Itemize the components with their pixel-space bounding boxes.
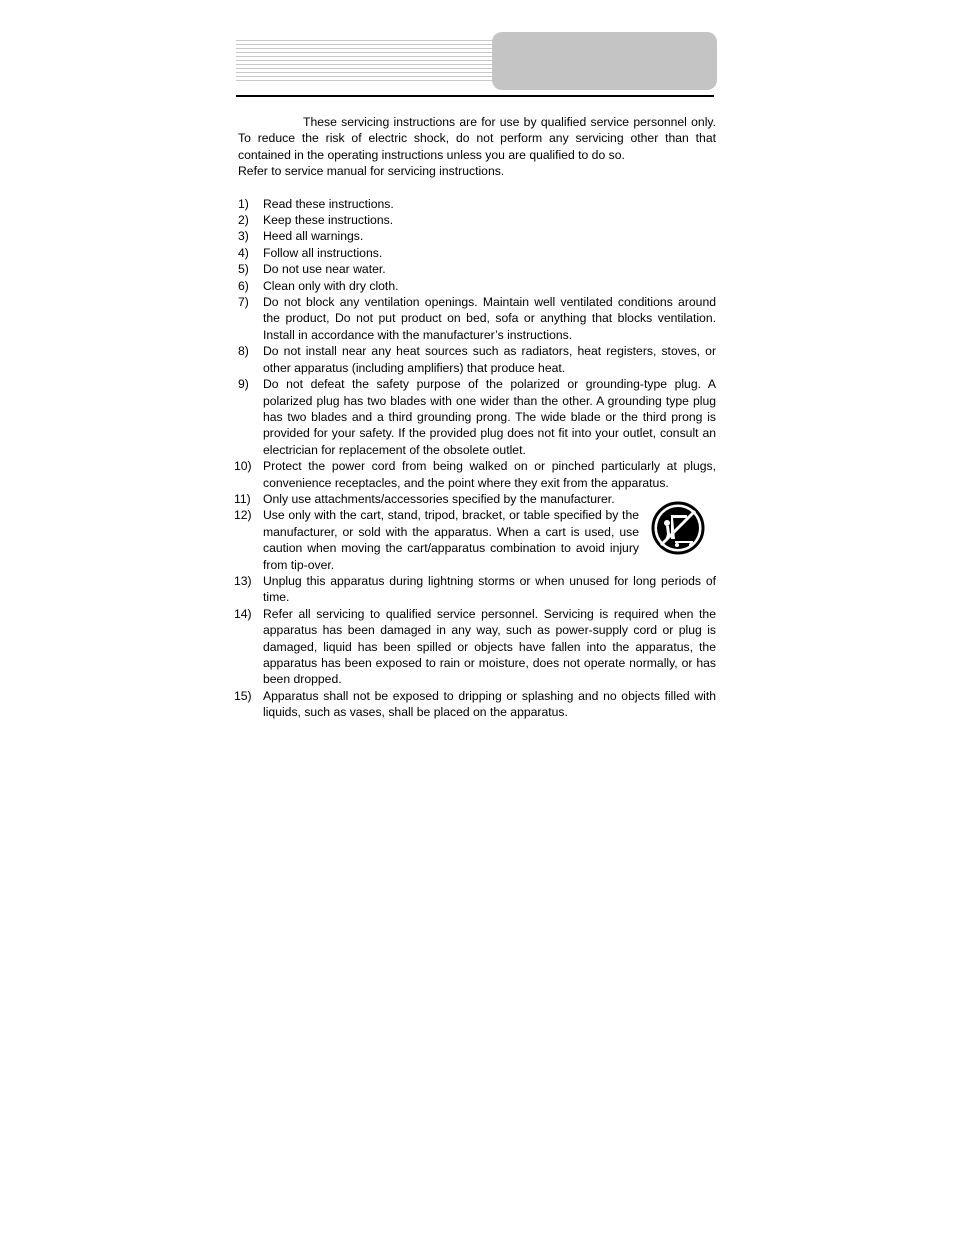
item-text: Protect the power cord from being walked on or pinched particularly at plugs, convenience receptacles, and the point where they exit from the apparatus. bbox=[263, 459, 716, 490]
list-item bbox=[238, 261, 716, 277]
item-text: Do not use near water. bbox=[263, 262, 386, 277]
cart-tip-over-warning-icon bbox=[651, 501, 705, 555]
item-number: 3) bbox=[238, 229, 249, 244]
header-stripes bbox=[236, 40, 496, 84]
header-rule bbox=[236, 95, 714, 97]
list-item bbox=[238, 294, 716, 343]
list-item bbox=[238, 245, 716, 261]
list-item bbox=[234, 688, 716, 721]
list-item bbox=[234, 606, 716, 688]
item-number: 1) bbox=[238, 196, 249, 211]
item-text: Do not install near any heat sources such as radiators, heat registers, stoves, or other apparatus (including amplifiers) that produce heat. bbox=[263, 344, 716, 375]
item-number: 9) bbox=[238, 377, 249, 392]
item-text: Unplug this apparatus during lightning storms or when unused for long periods of time. bbox=[263, 573, 716, 605]
intro-paragraph: These servicing instructions are for use by qualified service personnel only. To reduce the risk of electric shock, do not perform any servicing other than that contained in the operating instructions unless you are qualified to do so. bbox=[238, 115, 716, 162]
list-item bbox=[238, 343, 716, 376]
list-item bbox=[234, 507, 716, 573]
list-item bbox=[238, 212, 716, 228]
intro-reference: Refer to service manual for servicing instructions. bbox=[238, 164, 505, 179]
list-item bbox=[238, 196, 716, 212]
item-text: Clean only with dry cloth. bbox=[263, 278, 399, 293]
item-number: 6) bbox=[238, 278, 249, 293]
item-number: 7) bbox=[238, 295, 249, 310]
page-header bbox=[236, 32, 717, 98]
item-number: 10) bbox=[234, 459, 252, 474]
item-number: 4) bbox=[238, 245, 249, 260]
item-text: Apparatus shall not be exposed to dripping or splashing and no objects filled with liquids, such as vases, shall be placed on the apparatus. bbox=[263, 688, 716, 720]
list-item bbox=[238, 376, 716, 458]
item-number: 8) bbox=[238, 344, 249, 359]
item-text: Refer all servicing to qualified service personnel. Servicing is required when the apparatus has been damaged in any way, such as power-supply cord or plug is damaged, liquid has been spilled or objects have fallen into the apparatus, the apparatus has been exposed to rain or moisture, does not operate normally, or has been dropped. bbox=[263, 606, 716, 687]
item-number: 2) bbox=[238, 213, 249, 228]
list-item bbox=[234, 573, 716, 606]
item-text: Heed all warnings. bbox=[263, 229, 364, 244]
item-text: Do not defeat the safety purpose of the polarized or grounding-type plug. A polarized plug has two blades with one wider than the other. A grounding type plug has two blades and a third grounding prong. The wide blade or the third prong is provided for your safety. If the provided plug does not fit into your outlet, consult an electrician for replacement of the obsolete outlet. bbox=[263, 377, 716, 457]
page-content bbox=[234, 114, 716, 721]
item-text: Do not block any ventilation openings. Maintain well ventilated conditions around the product, Do not put product on bed, sofa or anything that blocks ventilation. Install in accordance with the manufacturer’s instructions. bbox=[263, 295, 716, 342]
item-text: Keep these instructions. bbox=[263, 213, 394, 228]
item-number: 13) bbox=[234, 573, 252, 588]
item-number: 11) bbox=[234, 491, 251, 506]
item-text: Follow all instructions. bbox=[263, 245, 383, 260]
item-number: 12) bbox=[234, 508, 252, 523]
header-tab bbox=[492, 32, 717, 90]
item-text: Use only with the cart, stand, tripod, bracket, or table specified by the manufacturer, or sold with the apparatus. When a cart is used, use caution when moving the cart/apparatus combination to avoid injury from tip-over. bbox=[263, 508, 639, 572]
list-item bbox=[238, 278, 716, 294]
item-number: 5) bbox=[238, 262, 249, 277]
list-item bbox=[234, 491, 716, 507]
item-text: Only use attachments/accessories specified by the manufacturer. bbox=[263, 491, 615, 506]
intro bbox=[238, 114, 716, 180]
list-item bbox=[238, 228, 716, 244]
safety-instructions-list bbox=[234, 196, 716, 721]
item-text: Read these instructions. bbox=[263, 196, 394, 211]
item-number: 14) bbox=[234, 606, 252, 621]
item-number: 15) bbox=[234, 688, 252, 703]
list-item bbox=[234, 458, 716, 491]
